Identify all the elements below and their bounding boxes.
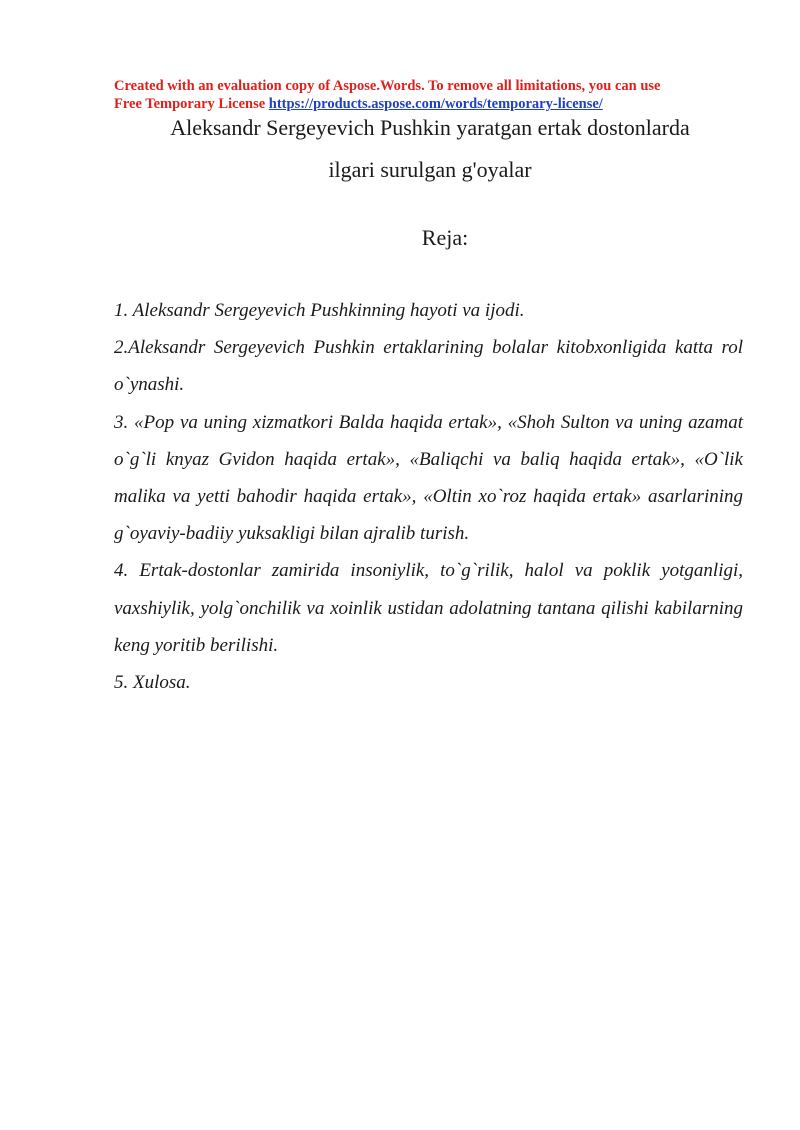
- plan-item-1: 1. Aleksandr Sergeyevich Pushkinning hayoti va ijodi.: [114, 300, 525, 321]
- temporary-license-link[interactable]: https://products.aspose.com/words/temporary-license/: [268, 96, 603, 112]
- plan-item-3: 3. «Pop va uning xizmatkori Balda haqida ertak», «Shoh Sulton va uning azamat o`g`li knyaz Gvidon haqida ertak», «Baliqchi va baliq haqida ertak», «O`lik malika va yetti bahodir haqida ertak», «Oltin xo`roz haqida ertak» asarlarining g`oyaviy-badiiy yuksakligi bilan ajralib turish.: [114, 411, 743, 545]
- evaluation-banner-prefix: Free Temporary License: [114, 96, 269, 112]
- document-title-line2: ilgari surulgan g'oyalar: [328, 157, 532, 182]
- plan-heading: Reja:: [421, 225, 469, 250]
- evaluation-banner: [114, 77, 754, 113]
- plan-item-5: 5. Xulosa.: [114, 672, 191, 694]
- document-title-line1: Aleksandr Sergeyevich Pushkin yaratgan ertak dostonlarda: [170, 115, 690, 140]
- evaluation-banner-line1: Created with an evaluation copy of Aspose.Words. To remove all limitations, you can use: [114, 78, 661, 94]
- plan-list: [114, 292, 743, 701]
- plan-item-2: 2.Aleksandr Sergeyevich Pushkin ertaklarining bolalar kitobxonligida katta rol o`ynashi.: [114, 337, 743, 396]
- plan-item-4: 4. Ertak-dostonlar zamirida insoniylik, to`g`rilik, halol va poklik yotganligi, vaxshiylik, yolg`onchilik va xoinlik ustidan adolatning tantana qilishi kabilarning keng yoritib berilishi.: [114, 560, 743, 656]
- evaluation-banner-line2: [114, 95, 754, 113]
